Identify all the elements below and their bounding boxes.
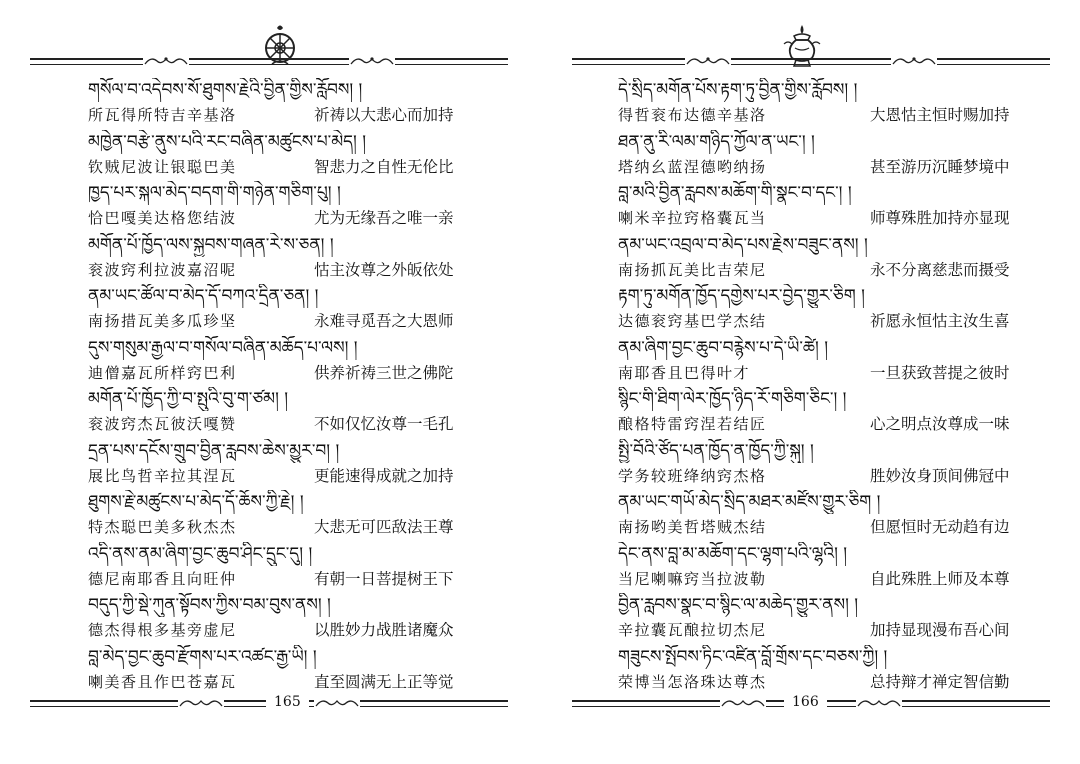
chinese-translation: 更能速得成就之加持 [314, 466, 454, 485]
verse [88, 542, 468, 594]
verse [88, 78, 468, 130]
top-border [572, 54, 1050, 68]
chinese-translation: 祈祷以大悲心而加持 [314, 106, 454, 124]
transliteration-line: 荣博当怎洛珠达尊杰 [618, 672, 767, 691]
tibetan-line: དེ་སྲིད་མགོན་པོས་རྟག་ཏུ་བྱིན་གྱིས་རློབས། ། [618, 80, 858, 100]
verse [618, 130, 1018, 182]
chinese-translation: 供养祈祷三世之佛陀 [314, 363, 454, 382]
verse [88, 387, 468, 439]
verse [618, 233, 1018, 285]
verse-list [88, 78, 468, 696]
chinese-translation: 心之明点汝尊成一味 [870, 415, 1010, 433]
right-page [540, 0, 1080, 764]
transliteration-line: 德尼南耶香且向旺仲 [88, 569, 237, 588]
scroll-ornament-icon [143, 54, 189, 68]
verse [618, 387, 1018, 439]
chinese-translation: 大悲无可匹敌法王尊 [314, 518, 454, 536]
tibetan-line: ནམ་ཡང་འབྲལ་བ་མེད་པས་རྗེས་བཟུང་ནས། ། [618, 234, 868, 255]
verse [88, 439, 468, 491]
tibetan-line: བྱིན་རླབས་སྣང་བ་སྙིང་ལ་མཆེད་གྱུར་ནས། ། [618, 595, 859, 615]
transliteration-line: 喇米辛拉窍格囊瓦当 [618, 209, 767, 227]
verse [618, 439, 1018, 491]
tibetan-line: སྙིང་གི་ཐིག་ལེར་ཁྱོད་ཉིད་རོ་གཅིག་ཅིང་། ། [618, 389, 847, 409]
verse [88, 233, 468, 285]
transliteration-line: 南扬抓瓦美比吉荣尼 [618, 260, 767, 279]
verse [88, 336, 468, 388]
transliteration-line: 达德衮窍基巴学杰结 [618, 312, 767, 330]
verse [88, 284, 468, 336]
transliteration-line: 酿格特雷窍涅若结匠 [618, 415, 767, 433]
chinese-translation: 永难寻觅吾之大恩师 [314, 312, 454, 330]
transliteration-line: 当尼喇嘛窍当拉波勒 [618, 569, 767, 588]
chinese-translation: 大恩怙主恒时赐加持 [870, 106, 1010, 124]
transliteration-line: 特杰聪巴美多秋杰杰 [88, 518, 237, 536]
chinese-translation: 怙主汝尊之外皈依处 [314, 260, 454, 279]
verse [618, 78, 1018, 130]
verse [618, 490, 1018, 542]
verse [618, 284, 1018, 336]
tibetan-line: ཁྱད་པར་སྐལ་མེད་བདག་གི་གཉེན་གཅིག་པུ། ། [88, 183, 341, 203]
chinese-translation: 师尊殊胜加持亦显现 [870, 209, 1010, 227]
verse [618, 336, 1018, 388]
tibetan-line: འདི་ནས་ནམ་ཞིག་བྱང་ཆུབ་ཤིང་དྲུང་དུ། ། [88, 543, 313, 564]
transliteration-line: 衮波窍利拉波嘉沼呢 [88, 260, 237, 279]
transliteration-line: 所瓦得所特吉辛基洛 [88, 106, 237, 124]
transliteration-line: 南耶香且巴得叶才 [618, 363, 751, 382]
transliteration-line: 得哲衮布达德辛基洛 [618, 106, 767, 124]
verse [88, 645, 468, 697]
chinese-translation: 总持辩才禅定智信勤 [870, 672, 1010, 691]
verse [618, 593, 1018, 645]
transliteration-line: 喇美香且作巴苍嘉瓦 [88, 672, 237, 691]
tibetan-line: ཐུགས་རྗེ་མཚུངས་པ་མེད་དོ་ཆོས་ཀྱི་རྗེ། ། [88, 492, 304, 512]
tibetan-line: གསོལ་བ་འདེབས་སོ་ཐུགས་རྗེའི་བྱིན་གྱིས་རློབས། ། [88, 80, 363, 100]
transliteration-line: 辛拉囊瓦酿拉切杰尼 [618, 621, 767, 639]
chinese-translation: 但愿恒时无动趋有边 [870, 518, 1010, 536]
chinese-translation: 自此殊胜上师及本尊 [870, 569, 1010, 588]
chinese-translation: 智悲力之自性无伦比 [314, 157, 454, 176]
chinese-translation: 不如仅忆汝尊一毛孔 [314, 415, 454, 433]
transliteration-line: 塔纳幺蓝涅德哟纳扬 [618, 157, 767, 176]
chinese-translation: 祈愿永恒怙主汝生喜 [870, 312, 1010, 330]
tibetan-line: དུས་གསུམ་རྒྱལ་བ་གསོལ་བཞིན་མཆོད་པ་ལས། ། [88, 337, 358, 358]
transliteration-line: 德杰得根多基旁虚尼 [88, 621, 237, 639]
transliteration-line: 衮波窍杰瓦彼沃嘎赞 [88, 415, 237, 433]
scroll-ornament-icon [349, 54, 395, 68]
tibetan-line: ནམ་ཡང་གཡོ་མེད་སྲིད་མཐར་མཛོས་གྱུར་ཅིག ། [618, 492, 881, 512]
transliteration-line: 展比鸟哲辛拉其涅瓦 [88, 466, 237, 485]
verse [88, 490, 468, 542]
tibetan-line: སྤྱི་བོའི་ཙོད་པན་ཁྱོད་ན་ཁྱོད་ཀྱི་སྐུ། ། [618, 440, 814, 461]
top-border [30, 54, 508, 68]
scroll-ornament-icon [314, 696, 360, 710]
scroll-ornament-icon [178, 696, 224, 710]
page-number: 166 [784, 694, 827, 710]
scroll-ornament-icon [856, 696, 902, 710]
tibetan-line: དེང་ནས་བླ་མ་མཆོག་དང་ལྷག་པའི་ལྷའི། ། [618, 543, 848, 564]
verse-list [618, 78, 1018, 696]
transliteration-line: 钦贼尼波让银聪巴美 [88, 157, 237, 176]
chinese-translation: 有朝一日菩提树王下 [314, 569, 454, 588]
transliteration-line: 南扬哟美哲塔贼杰结 [618, 518, 767, 536]
tibetan-line: གཟུངས་སྤོབས་ཏིང་འཛིན་བློ་གྲོས་དང་བཅས་ཀྱི། ། [618, 646, 888, 667]
scroll-ornament-icon [891, 54, 937, 68]
verse [618, 181, 1018, 233]
chinese-translation: 直至圆满无上正等觉 [314, 672, 454, 691]
tibetan-line: ནམ་ཞིག་བྱང་ཆུབ་བརྙེས་པ་དེ་ཡི་ཚེ། ། [618, 337, 828, 358]
tibetan-line: མཁྱེན་བརྩེ་ནུས་པའི་རང་བཞིན་མཚུངས་པ་མེད། ། [88, 131, 366, 152]
tibetan-line: རྟག་ཏུ་མགོན་ཁྱོད་དགྱེས་པར་བྱེད་གྱུར་ཅིག ། [618, 286, 865, 306]
chinese-translation: 永不分离慈悲而摄受 [870, 260, 1010, 279]
tibetan-line: དྲན་པས་དངོས་གྲུབ་བྱིན་རླབས་ཆེས་མྱུར་བ། ། [88, 440, 340, 461]
page-number: 165 [266, 694, 309, 710]
scroll-ornament-icon [720, 696, 766, 710]
chinese-translation: 以胜妙力战胜诸魔众 [314, 621, 454, 639]
chinese-translation: 一旦获致菩提之彼时 [870, 363, 1010, 382]
verse [88, 181, 468, 233]
tibetan-line: ནམ་ཡང་ཚོལ་བ་མེད་དོ་བཀའ་དྲིན་ཅན། ། [88, 286, 319, 306]
tibetan-line: བླ་མེད་བྱང་ཆུབ་རྫོགས་པར་འཚང་རྒྱ་ཡི། ། [88, 646, 317, 667]
tibetan-line: མགོན་པོ་ཁྱོད་ལས་སྐྱབས་གཞན་རེ་ས་ཅན། ། [88, 234, 334, 255]
chinese-translation: 加持显现漫布吾心间 [870, 621, 1010, 639]
verse [88, 130, 468, 182]
verse [88, 593, 468, 645]
verse [618, 542, 1018, 594]
transliteration-line: 迪僧嘉瓦所样窍巴利 [88, 363, 237, 382]
tibetan-line: མགོན་པོ་ཁྱོད་ཀྱི་བ་སྤུའི་བུ་ག་ཙམ། ། [88, 389, 289, 409]
chinese-translation: 胜妙汝身顶间佛冠中 [870, 466, 1010, 485]
verse [618, 645, 1018, 697]
chinese-translation: 甚至游历沉睡梦境中 [870, 157, 1010, 176]
transliteration-line: 学务较班绛纳窍杰格 [618, 466, 767, 485]
chinese-translation: 尤为无缘吾之唯一亲 [314, 209, 454, 227]
tibetan-line: བདུད་ཀྱི་སྡེ་ཀུན་སྟོབས་ཀྱིས་བམ་བུས་ནས། ། [88, 595, 331, 615]
tibetan-line: བླ་མའི་བྱིན་རླབས་མཆོག་གི་སྣང་བ་དང་། ། [618, 183, 852, 203]
tibetan-line: ཐན་ནུ་རི་ལམ་གཉིད་ཀྱོལ་ན་ཡང་། ། [618, 131, 815, 152]
scroll-ornament-icon [685, 54, 731, 68]
transliteration-line: 恰巴嘎美达格您结波 [88, 209, 237, 227]
transliteration-line: 南扬措瓦美多瓜珍坚 [88, 312, 237, 330]
